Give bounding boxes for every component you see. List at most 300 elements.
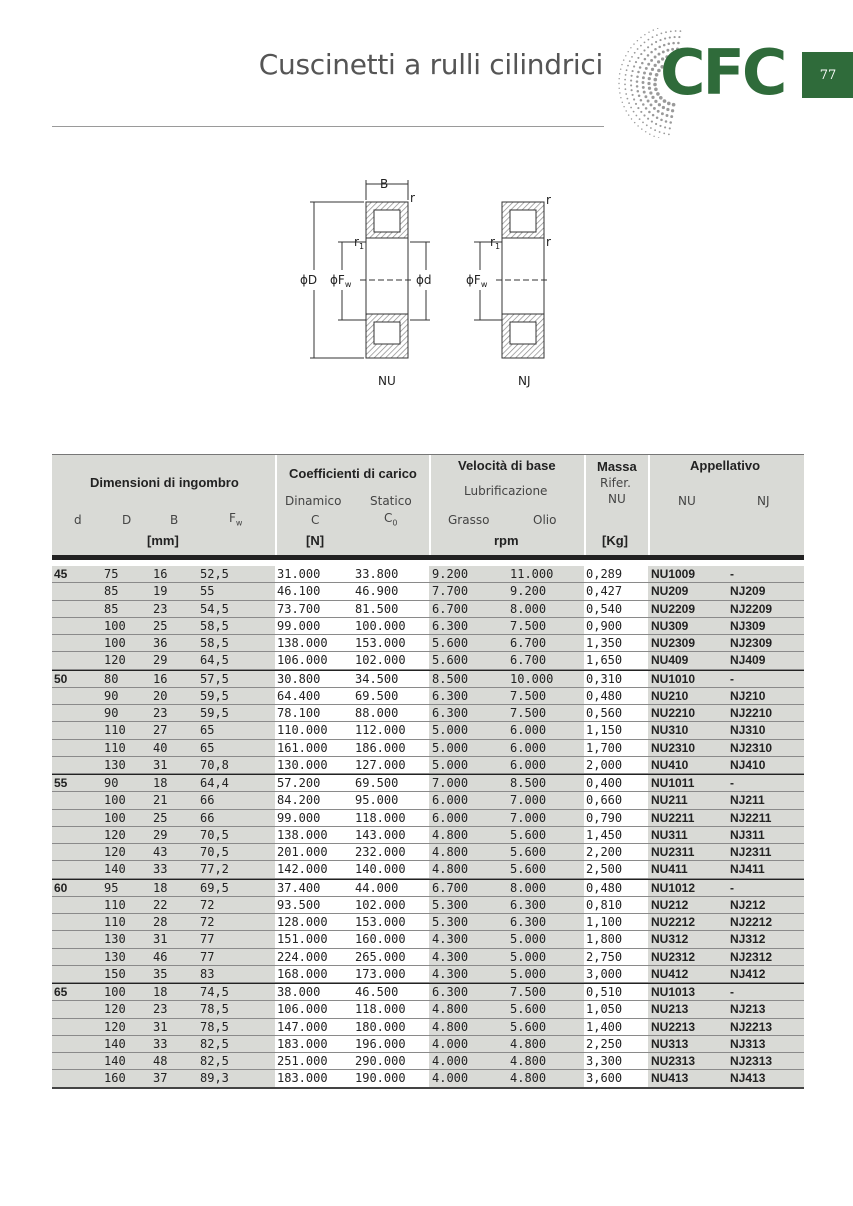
cell-nj: NJ312 — [730, 932, 766, 947]
logo-dot — [654, 48, 657, 51]
logo-dot — [645, 107, 648, 110]
cell-nu: NU2312 — [651, 949, 696, 964]
cell-B: 31 — [153, 1019, 168, 1034]
cell-grasso: 7.700 — [432, 584, 469, 599]
table-header — [52, 454, 804, 555]
cell-Fw: 52,5 — [200, 567, 229, 581]
cell-mass: 2,000 — [586, 757, 623, 772]
table-row — [52, 844, 804, 861]
cell-Fw: 58,5 — [200, 636, 229, 650]
header-dynamic: Dinamico — [285, 494, 342, 508]
logo-dot — [634, 122, 635, 123]
label-radius: r — [410, 191, 415, 205]
cell-grasso: 4.300 — [432, 949, 469, 964]
cell-nu: NU2209 — [651, 601, 696, 616]
cell-Fw: 65 — [200, 723, 215, 738]
cell-Fw: 57,5 — [200, 671, 229, 686]
cell-mass: 0,790 — [586, 810, 623, 825]
cell-D: 85 — [104, 584, 119, 599]
cell-mass: 2,250 — [586, 1036, 623, 1051]
cell-B: 21 — [153, 793, 168, 808]
cell-nu: NU2213 — [651, 1019, 696, 1034]
table-row — [52, 670, 804, 688]
cell-B: 18 — [153, 776, 168, 790]
cell-d: 65 — [54, 985, 68, 999]
table-row — [52, 827, 804, 844]
cell-B: 29 — [153, 653, 168, 668]
label-radius-inner: $r_1$ — [354, 235, 365, 251]
logo-dot — [651, 43, 653, 45]
logo-dot — [633, 98, 635, 100]
cell-B: 46 — [153, 949, 168, 964]
logo-dot — [657, 28, 658, 29]
logo-dot — [639, 66, 642, 69]
cell-C0: 69.500 — [355, 688, 399, 703]
logo-dot — [634, 52, 636, 54]
logo-dot — [632, 94, 634, 96]
cell-nu: NU2309 — [651, 636, 696, 650]
logo-dot — [663, 133, 665, 135]
logo-dot — [656, 34, 658, 36]
logo-dot — [651, 96, 654, 99]
cell-C: 84.200 — [277, 793, 321, 808]
logo-dot — [625, 74, 627, 76]
bearing-table — [52, 454, 804, 1089]
cell-olio: 5.600 — [510, 1019, 547, 1034]
cell-Fw: 72 — [200, 897, 215, 912]
logo-dot — [646, 124, 648, 126]
header-speed: Velocità di base — [458, 458, 556, 473]
logo-dot — [628, 114, 629, 115]
cell-d: 60 — [54, 880, 68, 895]
cell-nu: NU310 — [651, 723, 689, 738]
logo-dot — [670, 115, 673, 118]
cell-nj: NJ313 — [730, 1036, 766, 1051]
logo-dot — [630, 84, 632, 86]
cell-C0: 265.000 — [355, 949, 406, 964]
bearing-drawing — [290, 170, 580, 400]
logo-dot — [665, 31, 667, 33]
logo-dot — [640, 99, 643, 102]
cell-D: 90 — [104, 688, 119, 703]
cell-nj: NJ311 — [730, 827, 765, 842]
cell-C: 168.000 — [277, 966, 328, 981]
logo-dot — [637, 40, 638, 41]
cell-Fw: 54,5 — [200, 601, 229, 616]
cell-mass: 1,450 — [586, 827, 623, 842]
cell-grasso: 5.600 — [432, 636, 469, 650]
caption-nj: NJ — [518, 374, 531, 388]
cell-C: 130.000 — [277, 757, 328, 772]
cell-nu: NU2212 — [651, 915, 696, 929]
cell-C: 251.000 — [277, 1054, 328, 1068]
table-row — [52, 914, 804, 931]
cell-D: 120 — [104, 1002, 126, 1017]
logo-dot — [637, 125, 638, 126]
table-row — [52, 810, 804, 827]
logo-dot — [669, 127, 671, 129]
logo-dot — [637, 107, 639, 109]
cell-D: 130 — [104, 932, 126, 947]
logo-dot — [654, 88, 658, 92]
cell-grasso: 9.200 — [432, 567, 469, 581]
logo-dot — [620, 68, 621, 69]
cell-olio: 5.600 — [510, 862, 547, 877]
cell-nu: NU212 — [651, 897, 689, 912]
header-olio: Olio — [533, 513, 557, 527]
brand-logo: CFC — [660, 36, 785, 109]
logo-dot — [643, 49, 645, 51]
cell-Fw: 66 — [200, 793, 215, 808]
cell-grasso: 6.700 — [432, 601, 469, 616]
cell-olio: 11.000 — [510, 567, 554, 581]
cell-Fw: 55 — [200, 584, 215, 599]
logo-dot — [620, 97, 621, 98]
logo-dot — [627, 98, 629, 100]
cell-nj: - — [730, 567, 734, 581]
logo-dot — [651, 68, 654, 71]
logo-dot — [675, 30, 677, 32]
cell-Fw: 70,5 — [200, 845, 229, 859]
cell-B: 23 — [153, 601, 168, 616]
cell-nj: NJ2313 — [730, 1054, 773, 1068]
cell-olio: 6.700 — [510, 653, 547, 668]
cell-B: 33 — [153, 862, 168, 877]
cell-C: 73.700 — [277, 601, 321, 616]
logo-dot — [661, 33, 663, 35]
cell-C0: 100.000 — [355, 618, 406, 633]
cell-D: 120 — [104, 1019, 126, 1034]
nu-bearing-section — [310, 180, 430, 358]
logo-dot — [657, 110, 660, 113]
logo-dot — [636, 115, 638, 117]
cell-nj: NJ409 — [730, 653, 766, 668]
cell-D: 80 — [104, 671, 119, 686]
cell-Fw: 78,5 — [200, 1002, 229, 1017]
cell-Fw: 77,2 — [200, 862, 229, 877]
cell-grasso: 4.800 — [432, 1002, 469, 1017]
cell-C: 30.800 — [277, 671, 321, 686]
cell-nj: NJ210 — [730, 688, 766, 703]
cell-mass: 1,650 — [586, 653, 623, 668]
cell-D: 140 — [104, 862, 126, 877]
cell-grasso: 5.000 — [432, 757, 469, 772]
cell-olio: 6.300 — [510, 897, 547, 912]
cell-nu: NU2211 — [651, 810, 695, 825]
cell-nj: NJ2310 — [730, 740, 773, 755]
cell-C0: 34.500 — [355, 671, 399, 686]
cell-grasso: 6.000 — [432, 810, 469, 825]
cell-nj: - — [730, 671, 734, 686]
cell-C: 147.000 — [277, 1019, 328, 1034]
logo-dot — [637, 90, 640, 93]
cell-mass: 0,310 — [586, 671, 623, 686]
table-row — [52, 879, 804, 897]
table-row — [52, 949, 804, 966]
logo-dot — [640, 45, 642, 47]
table-row — [52, 757, 804, 774]
cell-nu: NU2311 — [651, 845, 695, 859]
cell-nu: NU1011 — [651, 776, 695, 790]
logo-dot — [641, 62, 644, 65]
cell-Fw: 77 — [200, 932, 215, 947]
logo-dot — [625, 93, 627, 95]
logo-dot — [654, 100, 657, 103]
cell-olio: 4.800 — [510, 1071, 547, 1086]
cell-D: 100 — [104, 793, 126, 808]
cell-Fw: 82,5 — [200, 1036, 229, 1051]
cell-C: 151.000 — [277, 932, 328, 947]
cell-olio: 8.000 — [510, 601, 547, 616]
logo-dot — [624, 84, 626, 86]
logo-dot — [643, 114, 645, 116]
cell-C0: 140.000 — [355, 862, 406, 877]
cell-B: 22 — [153, 897, 168, 912]
cell-Fw: 66 — [200, 810, 215, 825]
cell-C0: 112.000 — [355, 723, 406, 738]
logo-dot — [623, 59, 624, 60]
cell-grasso: 5.300 — [432, 915, 469, 929]
cell-Fw: 82,5 — [200, 1054, 229, 1068]
logo-dot — [618, 88, 619, 89]
cell-Fw: 65 — [200, 740, 215, 755]
cell-grasso: 7.000 — [432, 776, 469, 790]
cell-d: 50 — [54, 671, 68, 686]
cell-grasso: 5.300 — [432, 897, 469, 912]
logo-dot — [654, 78, 658, 82]
logo-dot — [654, 129, 656, 131]
cell-D: 120 — [104, 653, 126, 668]
logo-dot — [641, 128, 642, 129]
logo-dot — [670, 31, 672, 33]
logo-dot — [642, 103, 645, 106]
cell-B: 18 — [153, 985, 168, 999]
cell-nj: NJ413 — [730, 1071, 766, 1086]
cell-nu: NU210 — [651, 688, 689, 703]
logo-dot — [635, 103, 637, 105]
cell-nj: NJ411 — [730, 862, 765, 877]
cell-D: 110 — [104, 897, 126, 912]
cell-nj: NJ2312 — [730, 949, 773, 964]
cell-nj: NJ310 — [730, 723, 766, 738]
cell-nj: NJ2213 — [730, 1019, 773, 1034]
cell-D: 140 — [104, 1054, 126, 1068]
cell-olio: 7.500 — [510, 985, 547, 999]
cell-olio: 8.000 — [510, 880, 547, 895]
logo-dot — [654, 64, 657, 67]
cell-mass: 3,600 — [586, 1071, 623, 1086]
cell-Fw: 83 — [200, 966, 215, 981]
cell-olio: 6.700 — [510, 636, 547, 650]
cell-mass: 0,400 — [586, 776, 623, 790]
cell-nu: NU2210 — [651, 706, 696, 720]
cell-D: 75 — [104, 567, 119, 581]
logo-dot — [642, 122, 644, 124]
table-row — [52, 652, 804, 669]
cell-C0: 186.000 — [355, 740, 406, 755]
unit-rpm: rpm — [494, 533, 519, 548]
table-row — [52, 1070, 804, 1088]
cell-C0: 153.000 — [355, 636, 406, 650]
cell-B: 36 — [153, 636, 168, 650]
logo-dot — [648, 31, 649, 32]
cell-mass: 0,540 — [586, 601, 623, 616]
cell-olio: 6.000 — [510, 757, 547, 772]
logo-dot — [669, 121, 672, 124]
cell-nj: NJ209 — [730, 584, 766, 599]
table-row — [52, 583, 804, 600]
cell-grasso: 4.000 — [432, 1054, 469, 1068]
logo-dot — [637, 48, 639, 50]
cell-C: 183.000 — [277, 1036, 328, 1051]
logo-dot — [652, 114, 655, 117]
cell-C0: 190.000 — [355, 1071, 406, 1086]
cell-C: 128.000 — [277, 915, 328, 929]
logo-dot — [649, 72, 652, 75]
table-row — [52, 861, 804, 878]
cell-nu: NU1010 — [651, 671, 696, 686]
cell-olio: 5.000 — [510, 949, 547, 964]
cell-mass: 0,480 — [586, 688, 623, 703]
logo-dot — [658, 137, 659, 138]
cell-grasso: 8.500 — [432, 671, 469, 686]
cell-C0: 81.500 — [355, 601, 399, 616]
cell-mass: 3,300 — [586, 1054, 623, 1068]
cell-B: 31 — [153, 757, 168, 772]
logo-dot — [664, 126, 666, 128]
cell-C0: 69.500 — [355, 776, 399, 790]
table-row — [52, 635, 804, 652]
cell-B: 37 — [153, 1071, 168, 1086]
header-col-D: D — [122, 513, 132, 527]
cell-nu: NU312 — [651, 932, 689, 947]
cell-mass: 1,100 — [586, 915, 623, 929]
cell-C: 93.500 — [277, 897, 321, 912]
cell-C0: 46.500 — [355, 985, 399, 999]
logo-dot — [671, 109, 674, 112]
logo-dot — [680, 30, 682, 32]
cell-olio: 7.000 — [510, 793, 547, 808]
table-row — [52, 1001, 804, 1018]
table-row — [52, 897, 804, 914]
logo-dot — [633, 111, 635, 113]
cell-grasso: 6.300 — [432, 688, 469, 703]
cell-Fw: 59,5 — [200, 706, 229, 720]
cell-grasso: 6.300 — [432, 618, 469, 633]
cell-Fw: 78,5 — [200, 1019, 229, 1034]
cell-Fw: 69,5 — [200, 880, 229, 895]
cell-D: 160 — [104, 1071, 126, 1086]
cell-nj: NJ2211 — [730, 810, 772, 825]
cell-C0: 88.000 — [355, 706, 399, 720]
cell-C: 138.000 — [277, 636, 328, 650]
logo-dot — [629, 60, 631, 62]
cell-C: 106.000 — [277, 1002, 328, 1017]
logo-dot — [643, 72, 646, 75]
cell-B: 28 — [153, 915, 168, 929]
cell-olio: 7.000 — [510, 810, 547, 825]
logo-dot — [640, 37, 641, 38]
unit-n: [N] — [306, 533, 325, 548]
table-row — [52, 566, 804, 583]
cell-nj: NJ309 — [730, 618, 766, 633]
cell-D: 95 — [104, 880, 119, 895]
cell-grasso: 5.000 — [432, 723, 469, 738]
cell-grasso: 6.300 — [432, 985, 469, 999]
cell-nu: NU213 — [651, 1002, 689, 1017]
header-col-C: C — [311, 513, 320, 527]
cell-grasso: 4.000 — [432, 1036, 469, 1051]
logo-dot — [648, 77, 651, 80]
cell-D: 100 — [104, 810, 126, 825]
logo-dot — [622, 102, 623, 103]
cell-B: 29 — [153, 827, 168, 842]
cell-B: 16 — [153, 567, 168, 581]
logo-dot — [633, 65, 635, 67]
cell-grasso: 4.800 — [432, 845, 469, 859]
cell-B: 16 — [153, 671, 168, 686]
logo-dot — [645, 131, 646, 132]
cell-C0: 46.900 — [355, 584, 399, 599]
logo-dot — [653, 136, 654, 137]
cell-nu: NU2310 — [651, 740, 696, 755]
label-raceway-diameter-nj: $\phi F_w$ — [466, 273, 488, 289]
cell-mass: 1,400 — [586, 1019, 623, 1034]
cell-nj: NJ2309 — [730, 636, 773, 650]
cell-C0: 232.000 — [355, 845, 406, 859]
logo-dot — [648, 87, 651, 90]
cell-B: 20 — [153, 688, 168, 703]
logo-dot — [623, 106, 624, 107]
cell-D: 130 — [104, 757, 126, 772]
logo-dot — [647, 46, 649, 48]
cell-D: 90 — [104, 706, 119, 720]
logo-dot — [650, 51, 653, 54]
cell-grasso: 4.800 — [432, 862, 469, 877]
cell-Fw: 64,5 — [200, 653, 229, 668]
title-rule — [52, 126, 604, 127]
table-row — [52, 792, 804, 809]
cell-d: 45 — [54, 567, 68, 581]
header-grasso: Grasso — [448, 513, 490, 527]
logo-dot — [642, 86, 645, 89]
cell-mass: 1,150 — [586, 723, 623, 738]
cell-Fw: 59,5 — [200, 688, 229, 703]
cell-nj: - — [730, 776, 734, 790]
logo-dot — [648, 111, 651, 114]
cell-mass: 2,200 — [586, 845, 623, 859]
cell-B: 25 — [153, 810, 168, 825]
header-col-Fw: $F_w$ — [229, 511, 243, 528]
cell-C: 64.400 — [277, 688, 321, 703]
header-lubrication: Lubrificazione — [464, 484, 548, 498]
cell-olio: 7.500 — [510, 618, 547, 633]
cell-B: 35 — [153, 966, 168, 981]
cell-B: 33 — [153, 1036, 168, 1051]
cell-nu: NU410 — [651, 757, 689, 772]
cell-mass: 2,500 — [586, 862, 623, 877]
cell-C: 161.000 — [277, 740, 328, 755]
label-radius-nj: r — [546, 193, 551, 207]
cell-nu: NU409 — [651, 653, 689, 668]
logo-dot — [639, 118, 641, 120]
cell-D: 130 — [104, 949, 126, 964]
cell-Fw: 77 — [200, 949, 215, 964]
logo-dot — [659, 125, 661, 127]
logo-dot — [638, 95, 641, 98]
logo-dot — [626, 69, 628, 71]
cell-C: 57.200 — [277, 776, 321, 790]
